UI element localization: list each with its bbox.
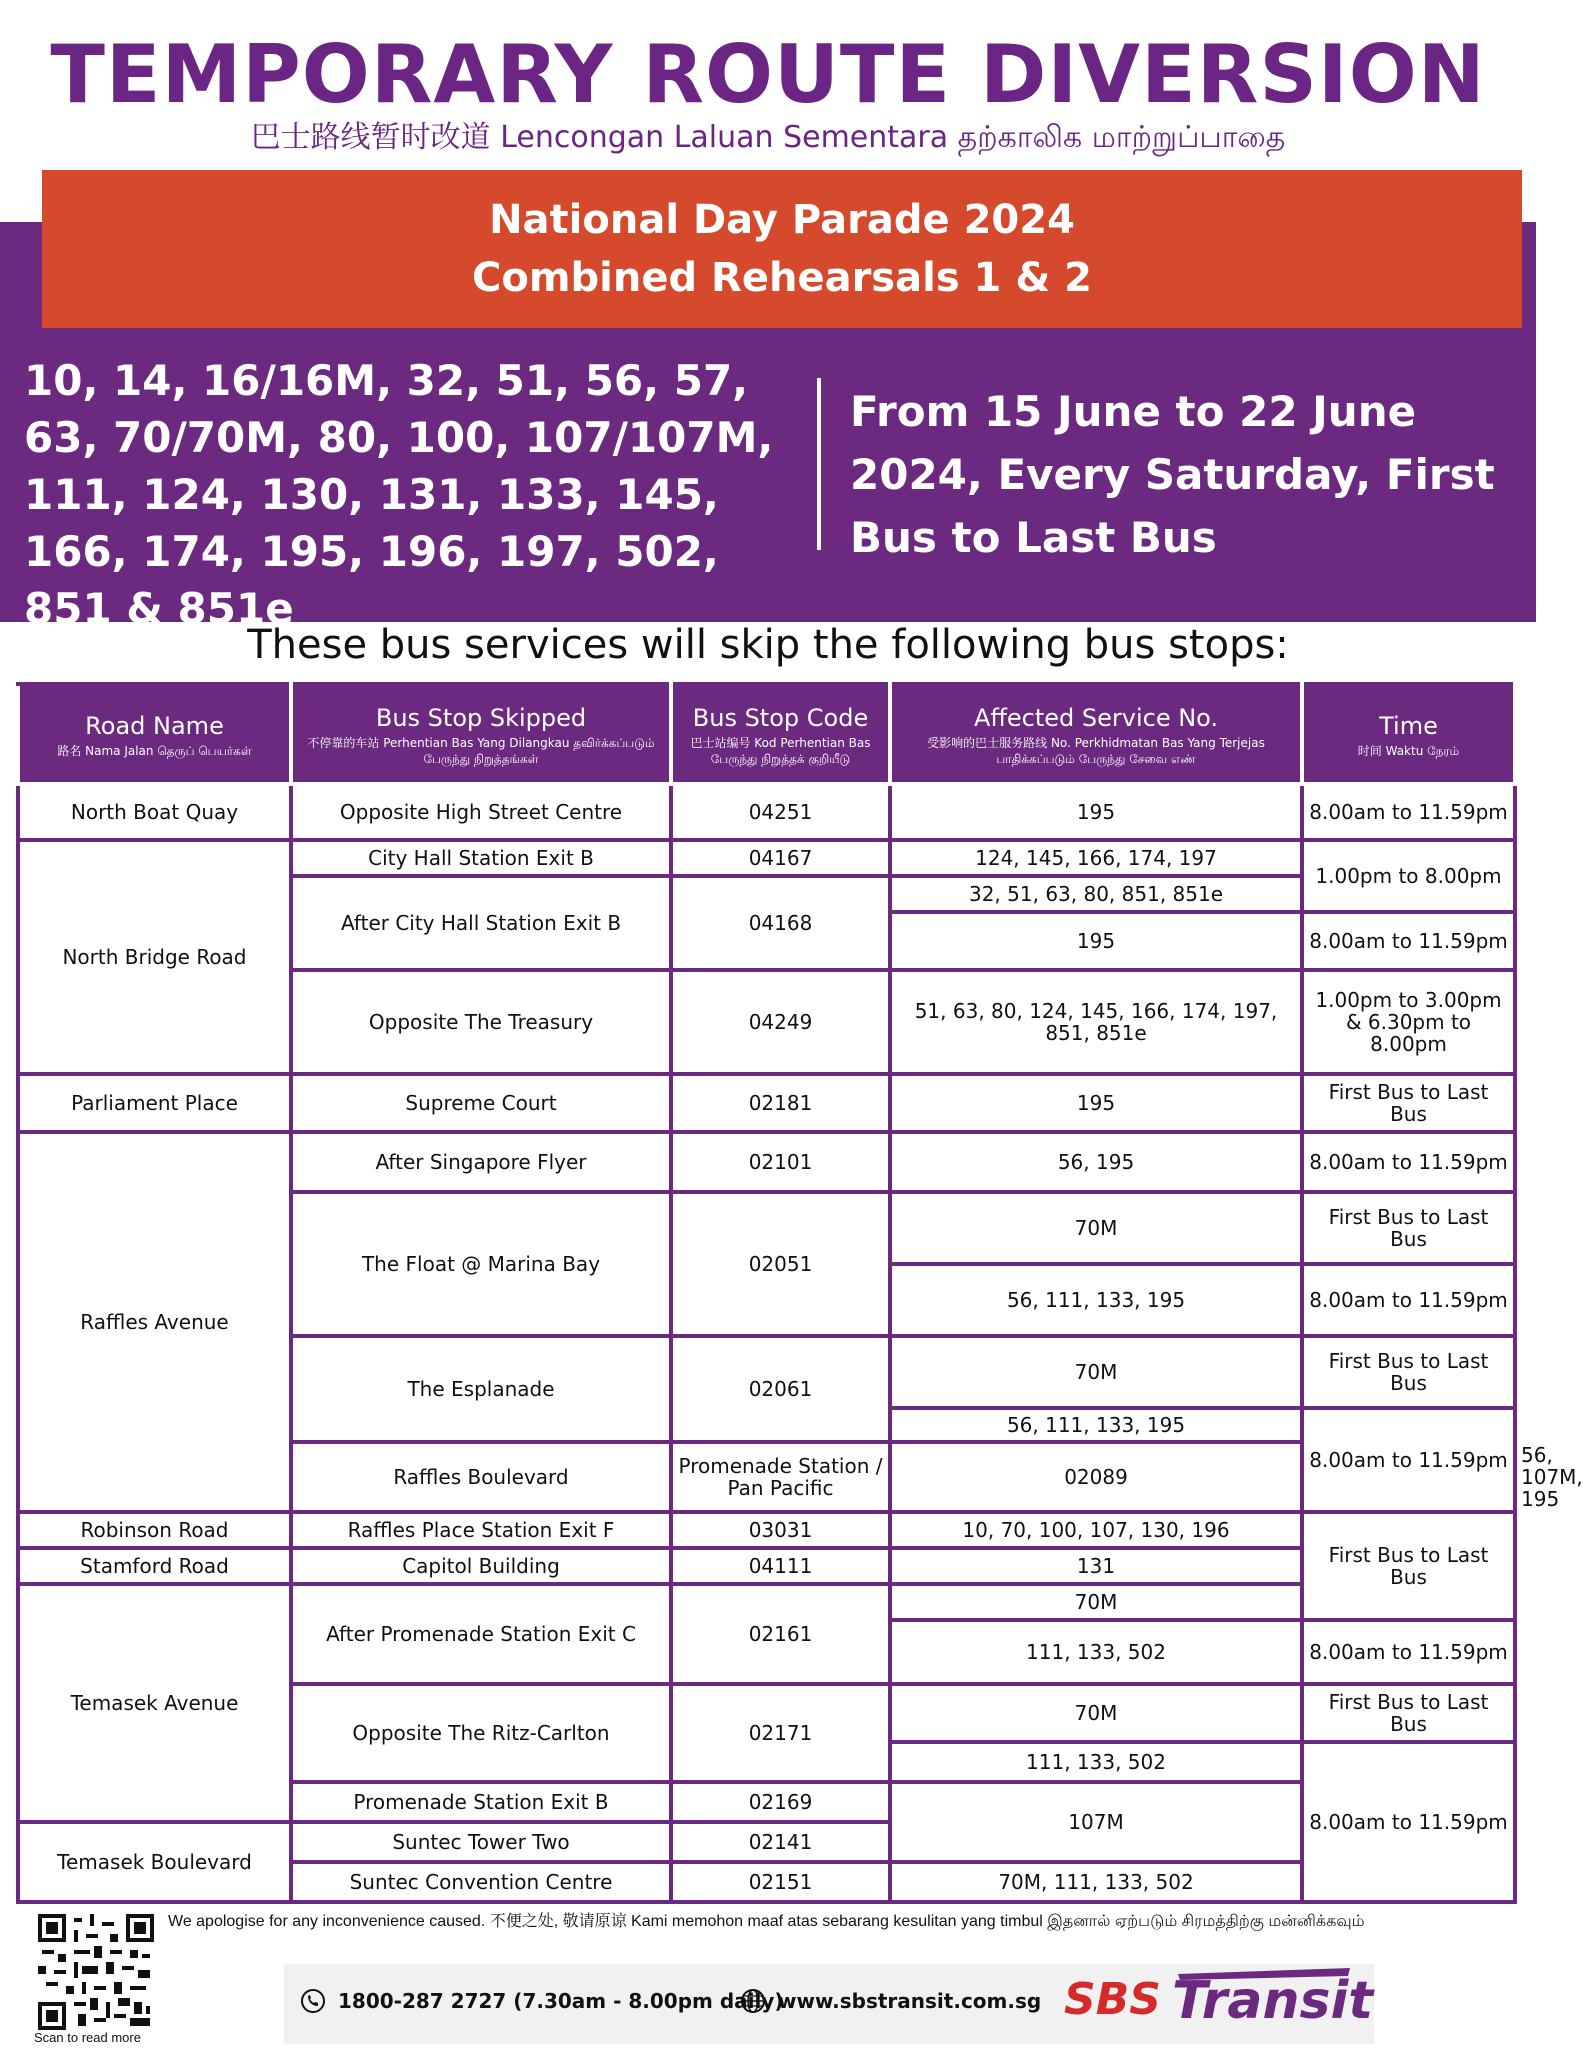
stop-code: 02151 — [671, 1862, 890, 1902]
bus-stop: Opposite High Street Centre — [291, 784, 671, 840]
bus-stop: After Promenade Station Exit C — [291, 1584, 671, 1684]
table-row — [18, 840, 1515, 876]
table-row — [18, 1512, 1515, 1548]
table-row — [18, 1132, 1515, 1192]
header-road-name: Road Name 路名 Nama Jalan தெருப் பெயர்கள் — [18, 684, 291, 784]
time-cell: First Bus to Last Bus — [1302, 1684, 1515, 1742]
time-cell: 8.00am to 11.59pm — [1302, 1408, 1515, 1512]
service-list: 56, 195 — [890, 1132, 1302, 1192]
diversion-table — [16, 682, 1583, 1904]
road-name: Temasek Avenue — [18, 1584, 291, 1822]
stop-code: 02141 — [671, 1822, 890, 1862]
stop-code: 04111 — [671, 1548, 890, 1584]
service-list: 70M — [890, 1584, 1302, 1620]
time-cell: 8.00am to 11.59pm — [1302, 1132, 1515, 1192]
affected-services-list: 10, 14, 16/16M, 32, 51, 56, 57, 63, 70/70M, 80, 100, 107/107M, 111, 124, 130, 131, 133, 145, 166, 174, 195, 196, 197, 502, 851 & 851e — [24, 356, 774, 633]
stop-code: 03031 — [671, 1512, 890, 1548]
road-name: Stamford Road — [18, 1548, 291, 1584]
stop-code: 04251 — [671, 784, 890, 840]
stop-code: 04249 — [671, 970, 890, 1074]
service-list: 56, 111, 133, 195 — [890, 1264, 1302, 1336]
time-cell: 1.00pm to 8.00pm — [1302, 840, 1515, 912]
date-range: From 15 June to 22 June 2024, Every Saturday, First Bus to Last Bus — [850, 387, 1495, 562]
time-cell: First Bus to Last Bus — [1302, 1336, 1515, 1408]
bus-stop: Opposite The Ritz-Carlton — [291, 1684, 671, 1782]
stop-code: 02161 — [671, 1584, 890, 1684]
service-list: 51, 63, 80, 124, 145, 166, 174, 197, 851, 851e — [890, 970, 1302, 1074]
phone-icon — [300, 1988, 326, 2014]
qr-code-icon[interactable] — [38, 1914, 154, 2030]
page-subtitle: 巴士路线暂时改道 Lencongan Laluan Sementara தற்காலிக மாற்றுப்பாதை — [250, 120, 1286, 155]
stop-code: 02181 — [671, 1074, 890, 1132]
road-name: Raffles Avenue — [18, 1132, 291, 1512]
stop-code: 02101 — [671, 1132, 890, 1192]
stop-code: 04168 — [671, 876, 890, 970]
header-services: Affected Service No. 受影响的巴士服务路线 No. Perkhidmatan Bas Yang Terjejas பாதிக்கப்படும் பேருந்து சேவை எண் — [890, 684, 1302, 784]
header-time: Time 时间 Waktu நேரம் — [1302, 684, 1515, 784]
bus-stop: After City Hall Station Exit B — [291, 876, 671, 970]
service-list: 56, 111, 133, 195 — [890, 1408, 1302, 1442]
stop-code: 04167 — [671, 840, 890, 876]
stop-code: 02169 — [671, 1782, 890, 1822]
bus-stop: The Esplanade — [291, 1336, 671, 1442]
time-cell: 8.00am to 11.59pm — [1302, 1620, 1515, 1684]
time-cell: 1.00pm to 3.00pm & 6.30pm to 8.00pm — [1302, 970, 1515, 1074]
table-row — [18, 784, 1515, 840]
bus-stop: Raffles Place Station Exit F — [291, 1512, 671, 1548]
service-list: 124, 145, 166, 174, 197 — [890, 840, 1302, 876]
bus-stop: Promenade Station Exit B — [291, 1782, 671, 1822]
service-list: 111, 133, 502 — [890, 1742, 1302, 1782]
event-banner — [42, 170, 1522, 328]
service-list: 195 — [890, 1074, 1302, 1132]
road-name: Robinson Road — [18, 1512, 291, 1548]
service-list: 195 — [890, 912, 1302, 970]
road-name: Raffles Boulevard — [291, 1442, 671, 1512]
svg-text:SBS: SBS — [1064, 1974, 1161, 2025]
table-row: Raffles Boulevard Promenade Station / Pan Pacific 02089 56, 107M, 195 — [18, 1442, 1515, 1512]
bus-stop: Supreme Court — [291, 1074, 671, 1132]
road-name: Temasek Boulevard — [18, 1822, 291, 1902]
bus-stop: The Float @ Marina Bay — [291, 1192, 671, 1336]
service-list: 10, 70, 100, 107, 130, 196 — [890, 1512, 1302, 1548]
road-name: Parliament Place — [18, 1074, 291, 1132]
service-list: 111, 133, 502 — [890, 1620, 1302, 1684]
skip-notice: These bus services will skip the following bus stops: — [247, 622, 1289, 668]
phone-contact[interactable] — [300, 1988, 784, 2014]
website-link[interactable] — [740, 1988, 1041, 2014]
service-list: 70M — [890, 1336, 1302, 1408]
service-list: 32, 51, 63, 80, 851, 851e — [890, 876, 1302, 912]
service-list: 70M, 111, 133, 502 — [890, 1862, 1302, 1902]
phone-number: 1800-287 2727 (7.30am - 8.00pm daily) — [338, 1989, 784, 2013]
globe-icon — [740, 1988, 766, 2014]
stop-code: 02051 — [671, 1192, 890, 1336]
table-row — [18, 1548, 1515, 1584]
road-name: North Boat Quay — [18, 784, 291, 840]
time-cell: First Bus to Last Bus — [1302, 1192, 1515, 1264]
event-line-1: National Day Parade 2024 — [489, 197, 1075, 243]
svg-text:Transit: Transit — [1172, 1971, 1374, 2031]
event-line-2: Combined Rehearsals 1 & 2 — [472, 255, 1092, 301]
stop-code: 02089 — [890, 1442, 1302, 1512]
table-row — [18, 1584, 1515, 1620]
bus-stop: City Hall Station Exit B — [291, 840, 671, 876]
bus-stop: Suntec Tower Two — [291, 1822, 671, 1862]
header-bus-stop: Bus Stop Skipped 不停靠的车站 Perhentian Bas Yang Dilangkau தவிர்க்கப்படும் பேருந்து நிறுத்தங்கள் — [291, 684, 671, 784]
time-cell: 8.00am to 11.59pm — [1302, 912, 1515, 970]
divider — [817, 378, 821, 550]
stop-code: 02171 — [671, 1684, 890, 1782]
website-url: www.sbstransit.com.sg — [778, 1989, 1042, 2013]
table-row — [18, 1074, 1515, 1132]
road-name: North Bridge Road — [18, 840, 291, 1074]
service-list: 195 — [890, 784, 1302, 840]
service-list: 70M — [890, 1684, 1302, 1742]
bus-stop: Suntec Convention Centre — [291, 1862, 671, 1902]
qr-label: Scan to read more — [34, 2030, 141, 2045]
table-header-row — [18, 684, 1515, 784]
stop-code: 02061 — [671, 1336, 890, 1442]
time-cell: 8.00am to 11.59pm — [1302, 1264, 1515, 1336]
service-list: 70M — [890, 1192, 1302, 1264]
service-list: 107M — [890, 1782, 1302, 1862]
time-cell: First Bus to Last Bus — [1302, 1074, 1515, 1132]
service-list: 131 — [890, 1548, 1302, 1584]
page-title: TEMPORARY ROUTE DIVERSION — [50, 28, 1486, 121]
sbs-transit-logo — [1060, 1960, 1374, 2031]
bus-stop: After Singapore Flyer — [291, 1132, 671, 1192]
bus-stop: Promenade Station / Pan Pacific — [671, 1442, 890, 1512]
time-cell: 8.00am to 11.59pm — [1302, 1742, 1515, 1902]
time-cell: 8.00am to 11.59pm — [1302, 784, 1515, 840]
apology-text: We apologise for any inconvenience caused. 不便之处, 敬请原谅 Kami memohon maaf atas sebarang kesulitan yang timbul இதனால் ஏற்படும் சிரமத்திற்கு மன்னிக்கவும் — [168, 1913, 1365, 1930]
header-stop-code: Bus Stop Code 巴士站编号 Kod Perhentian Bas பேருந்து நிறுத்தக் குறியீடு — [671, 684, 890, 784]
bus-stop: Opposite The Treasury — [291, 970, 671, 1074]
time-cell: First Bus to Last Bus — [1302, 1512, 1515, 1620]
bus-stop: Capitol Building — [291, 1548, 671, 1584]
